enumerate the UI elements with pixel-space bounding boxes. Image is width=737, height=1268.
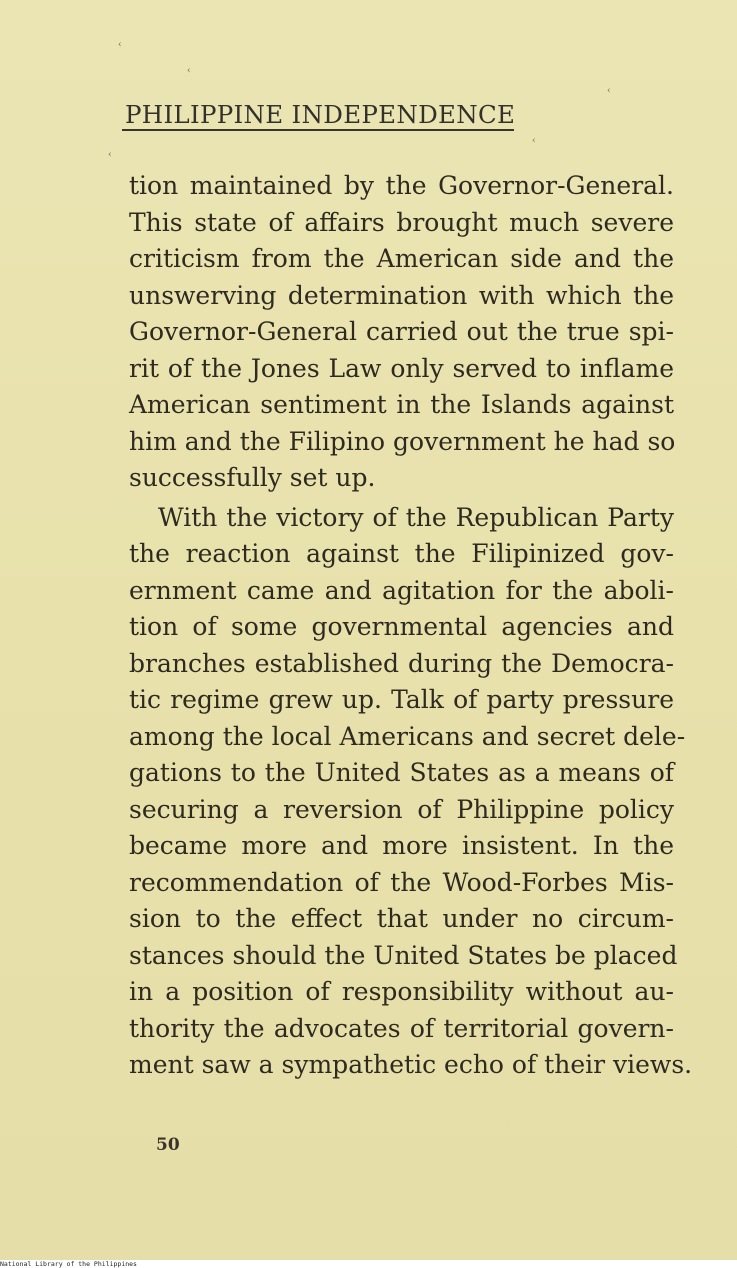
- body-text: [129, 168, 693, 1084]
- paragraph-2: [129, 500, 693, 1084]
- text-line: This state of affairs brought much severe: [129, 207, 674, 237]
- text-line: stances should the United States be placed: [129, 940, 678, 970]
- header-rule: [122, 129, 514, 131]
- text-line: successfully set up.: [129, 463, 376, 492]
- text-line: American sentiment in the Islands against: [129, 390, 674, 419]
- text-line: rit of the Jones Law only served to inflame: [129, 353, 674, 383]
- text-line: among the local Americans and secret dele-: [129, 721, 686, 751]
- text-line: ment saw a sympathetic echo of their views.: [129, 1050, 693, 1079]
- paper-speck: ‹: [607, 86, 611, 96]
- text-line: became more and more insistent. In the: [129, 831, 674, 860]
- text-line: With the victory of the Republican Party: [158, 502, 674, 532]
- paper-speck: ‹: [187, 66, 191, 76]
- text-line: sion to the effect that under no circum-: [129, 904, 674, 933]
- text-line: branches established during the Democra-: [129, 648, 674, 678]
- library-credit: National Library of the Philippines: [0, 1260, 137, 1268]
- text-line: him and the Filipino government he had so: [129, 426, 676, 456]
- running-header: PHILIPPINE INDEPENDENCE: [125, 100, 516, 129]
- paper-speck: ‹: [118, 40, 122, 50]
- paper-speck: ‹: [532, 136, 536, 146]
- text-line: ernment came and agitation for the aboli-: [129, 575, 674, 605]
- text-line: tion of some governmental agencies and: [129, 612, 674, 641]
- paragraph-1: [129, 168, 674, 497]
- text-line: criticism from the American side and the: [129, 244, 674, 273]
- text-line: the reaction against the Filipinized gov-: [129, 539, 674, 568]
- text-line: thority the advocates of territorial govern-: [129, 1013, 674, 1043]
- text-line: in a position of responsibility without au-: [129, 977, 674, 1006]
- text-line: Governor-General carried out the true spi-: [129, 317, 674, 346]
- page-number: 50: [156, 1135, 180, 1155]
- text-line: tic regime grew up. Talk of party pressure: [129, 685, 674, 714]
- text-line: unswerving determination with which the: [129, 280, 674, 310]
- text-line: securing a reversion of Philippine policy: [129, 794, 674, 824]
- text-line: gations to the United States as a means of: [129, 758, 674, 787]
- paper-speck: ‹: [108, 150, 112, 160]
- text-line: tion maintained by the Governor-General.: [129, 171, 674, 200]
- text-line: recommendation of the Wood-Forbes Mis-: [129, 867, 674, 897]
